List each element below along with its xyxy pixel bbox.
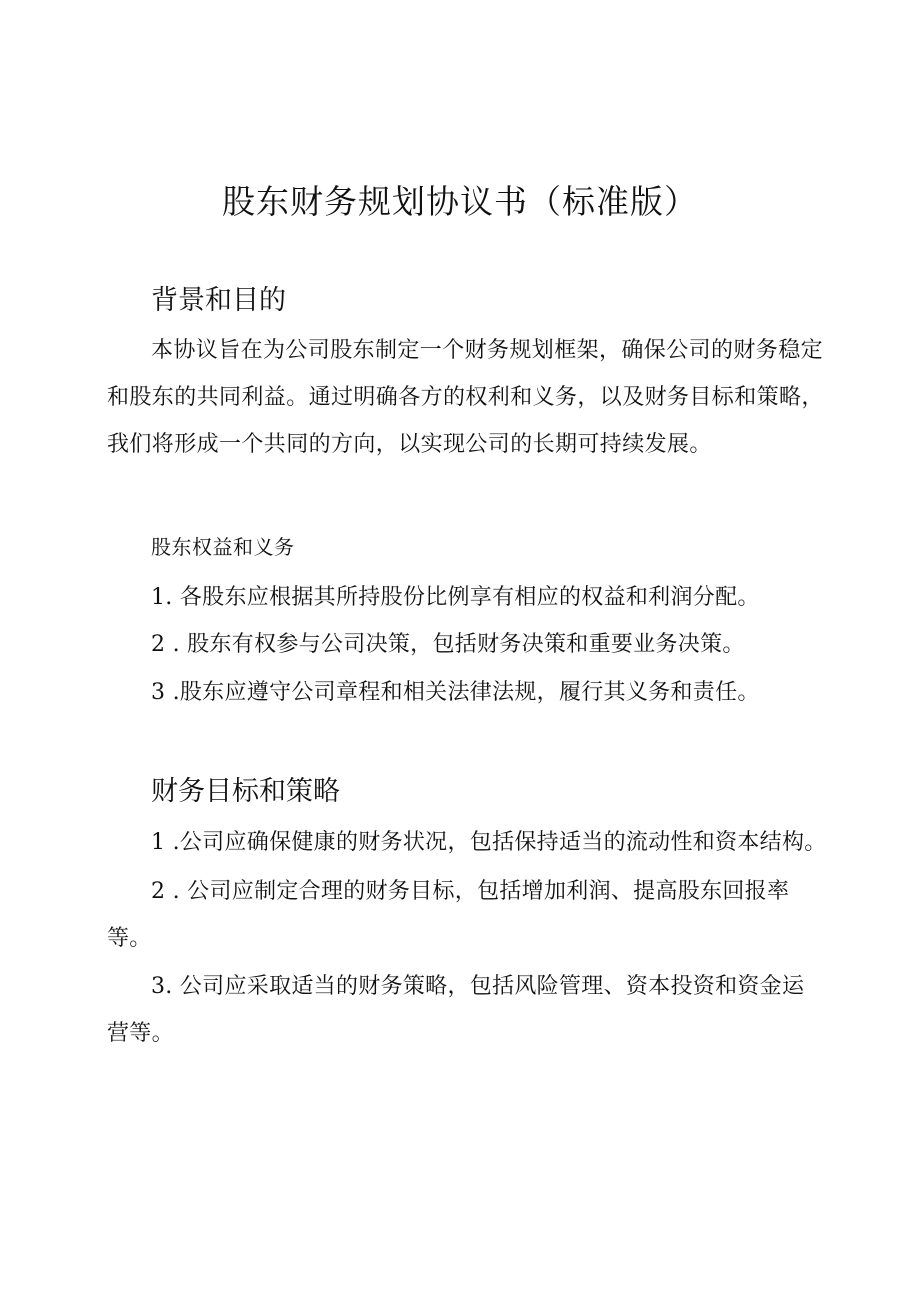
- document-title: 股东财务规划协议书（标准版）: [222, 182, 698, 221]
- rights-item-3: 3 .股东应遵守公司章程和相关法律法规，履行其义务和责任。: [151, 680, 760, 705]
- section-heading-background: 背景和目的: [151, 285, 286, 316]
- rights-item-1: 1. 各股东应根据其所持股份比例享有相应的权益和利润分配。: [151, 585, 760, 610]
- section-heading-shareholder-rights: 股东权益和义务: [151, 535, 295, 559]
- goals-item-1: 1 .公司应确保健康的财务状况，包括保持适当的流动性和资本结构。: [151, 830, 827, 855]
- background-paragraph: 本协议旨在为公司股东制定一个财务规划框架，确保公司的财务稳定和股东的共同利益。通过明确各方的权利和义务，以及财务目标和策略，我们将形成一个共同的方向，以实现公司的长期可持续发展。: [107, 338, 824, 457]
- section-heading-financial-goals: 财务目标和策略: [151, 776, 340, 807]
- rights-item-2: 2 . 股东有权参与公司决策，包括财务决策和重要业务决策。: [151, 632, 745, 657]
- goals-item-3: 3. 公司应采取适当的财务策略，包括风险管理、资本投资和资金运营等。: [107, 974, 805, 1046]
- goals-item-2: 2 . 公司应制定合理的财务目标，包括增加利润、提高股东回报率等。: [107, 879, 790, 951]
